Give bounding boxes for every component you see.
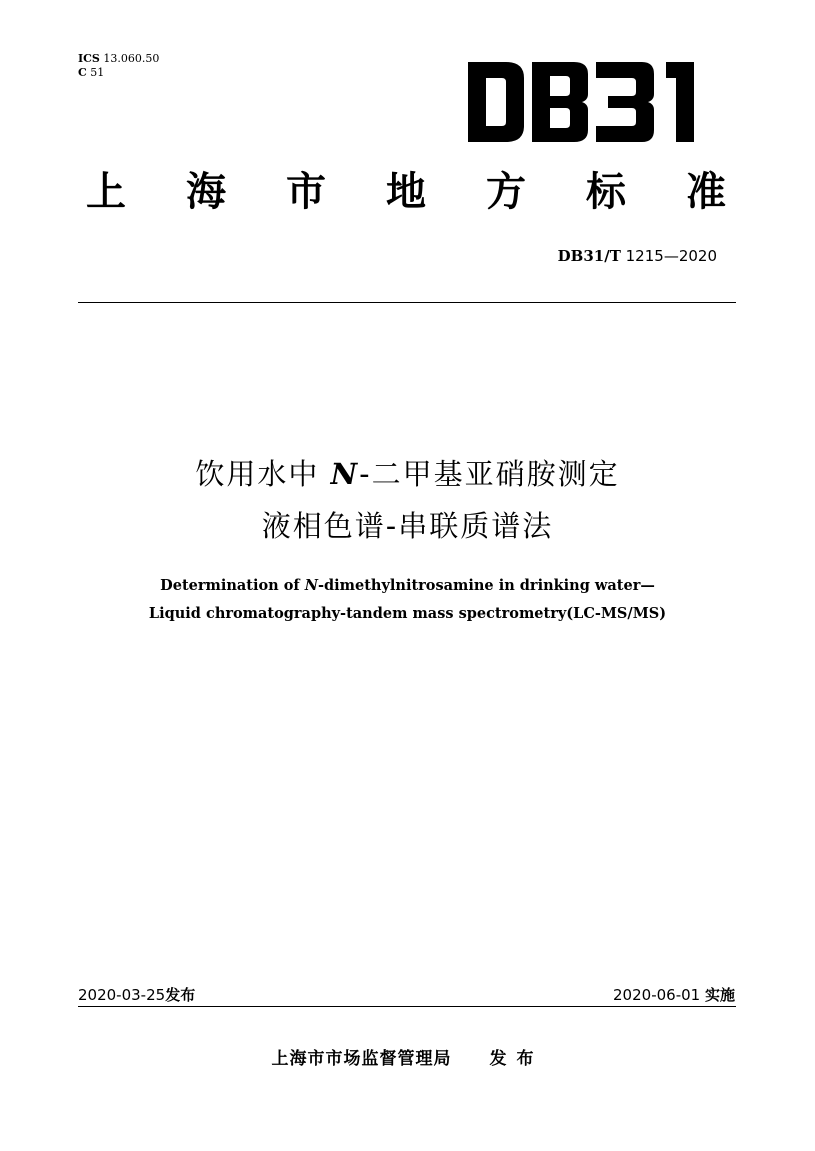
standard-type-heading [86, 166, 726, 218]
logo-text: DB31 [466, 60, 469, 61]
title-cn-line1 [0, 452, 815, 496]
standard-code-prefix: DB31/T [557, 247, 621, 265]
ics-number: 13.060.50 [103, 52, 160, 65]
ccs-label: C [78, 66, 87, 79]
ccs-number: 51 [90, 66, 105, 79]
title-en-line1 [0, 575, 815, 597]
ics-code [78, 52, 159, 65]
title-en-line2: Liquid chromatography-tandem mass spectrometry(LC-MS/MS) [148, 605, 667, 622]
standard-type-char: 上 [86, 169, 126, 215]
title-cn-italic-n: N [330, 457, 360, 491]
standard-type-char: 标 [586, 169, 626, 215]
title-cn-line2: 液相色谱-串联质谱法 [261, 509, 554, 543]
publish-label: 发布 [165, 986, 196, 1004]
standard-type-char: 市 [286, 169, 326, 215]
implement-label: 实施 [704, 986, 735, 1004]
issuer-action: 发布 [489, 1049, 544, 1069]
ics-label: ICS [78, 52, 100, 65]
implement-date-value: 2020-06-01 [613, 986, 701, 1004]
title-en-line1-post: -dimethylnitrosamine in drinking water— [318, 577, 655, 594]
title-cn-line1-post: -二甲基亚硝胺测定 [359, 457, 620, 491]
title-cn-line1-pre: 饮用水中 [195, 457, 320, 491]
standard-type-char: 海 [186, 169, 226, 215]
title-en-italic-n: N [304, 577, 318, 594]
standard-type-char: 地 [386, 169, 426, 215]
standard-type-char: 方 [486, 169, 526, 215]
title-en-line1-pre: Determination of [160, 577, 300, 594]
standard-type-char: 准 [686, 169, 726, 215]
issuer-name: 上海市市场监督管理局 [271, 1049, 452, 1069]
header-divider [78, 302, 736, 303]
standard-code-number: 1215—2020 [625, 247, 717, 265]
publish-date [78, 985, 195, 1005]
standard-code [558, 246, 717, 266]
publish-date-value: 2020-03-25 [78, 986, 166, 1004]
implement-date [613, 985, 735, 1005]
db31-logo [466, 60, 696, 144]
ccs-code [78, 66, 104, 79]
issuing-authority [0, 1047, 815, 1071]
footer-divider [78, 1006, 736, 1007]
